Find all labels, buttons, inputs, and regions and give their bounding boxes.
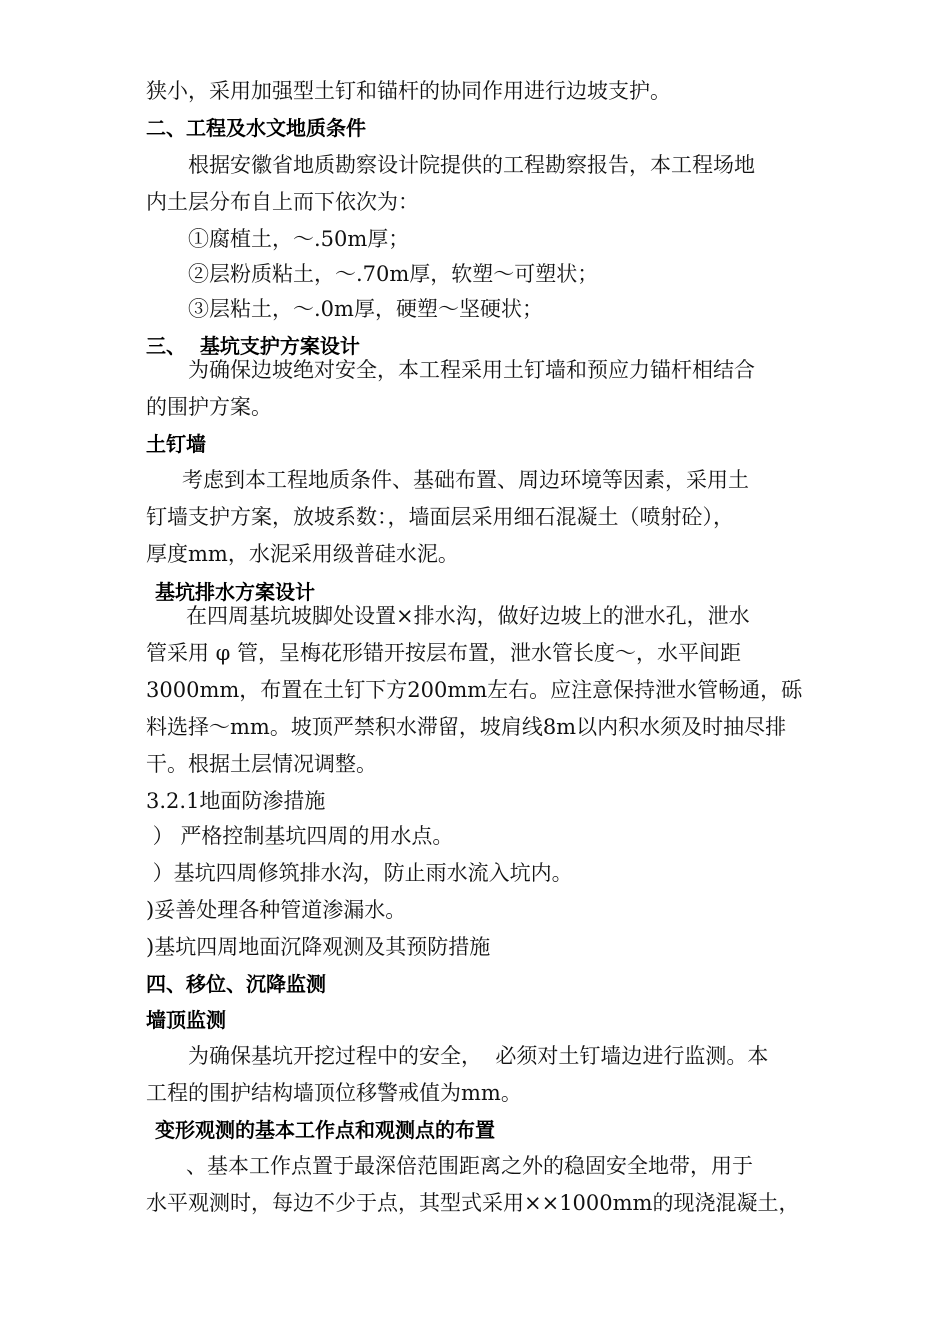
paragraph-line: 考虑到本工程地质条件、基础布置、周边环境等因素，采用土 bbox=[182, 468, 749, 492]
list-item: )基坑四周地面沉降观测及其预防措施 bbox=[146, 935, 491, 959]
paragraph-line: 为确保基坑开挖过程中的安全， 必须对土钉墙边进行监测。本 bbox=[188, 1044, 769, 1068]
subsection-heading: 墙顶监测 bbox=[146, 1008, 226, 1032]
section-heading: 四、移位、沉降监测 bbox=[146, 972, 326, 996]
paragraph-line: 3000mm，布置在土钉下方200mm左右。应注意保持泄水管畅通，砾 bbox=[146, 678, 803, 702]
paragraph-line: 狭小，采用加强型土钉和锚杆的协同作用进行边坡支护。 bbox=[146, 79, 671, 103]
subsection-heading: 变形观测的基本工作点和观测点的布置 bbox=[155, 1118, 495, 1142]
section-heading: 二、工程及水文地质条件 bbox=[146, 116, 366, 140]
subsection-heading: 3.2.1地面防渗措施 bbox=[146, 789, 326, 813]
paragraph-line: 干。根据土层情况调整。 bbox=[146, 752, 377, 776]
list-item: ①腐植土，～.50m厚； bbox=[188, 227, 410, 251]
paragraph-line: 钉墙支护方案，放坡系数：，墙面层采用细石混凝土（喷射砼）， bbox=[146, 505, 734, 529]
paragraph-line: 工程的围护结构墙顶位移警戒值为mm。 bbox=[146, 1081, 522, 1105]
section-heading: 三、 基坑支护方案设计 bbox=[146, 334, 360, 358]
list-item: )妥善处理各种管道渗漏水。 bbox=[146, 898, 407, 922]
paragraph-line: 料选择～mm。坡顶严禁积水滞留，坡肩线8m以内积水须及时抽尽排 bbox=[146, 715, 787, 739]
paragraph-line: 在四周基坑坡脚处设置×排水沟，做好边坡上的泄水孔，泄水 bbox=[186, 604, 750, 628]
paragraph-line: 根据安徽省地质勘察设计院提供的工程勘察报告，本工程场地 bbox=[188, 153, 755, 177]
list-item: ）基坑四周修筑排水沟，防止雨水流入坑内。 bbox=[146, 861, 573, 885]
subsection-heading: 土钉墙 bbox=[146, 432, 206, 456]
list-item: ③层粘土，～.0m厚，硬塑～坚硬状； bbox=[188, 297, 543, 321]
paragraph-line: 水平观测时，每边不少于点，其型式采用××1000mm的现浇混凝土， bbox=[146, 1191, 800, 1215]
paragraph-line: 厚度mm，水泥采用级普硅水泥。 bbox=[146, 542, 459, 566]
paragraph-line: 内土层分布自上而下依次为： bbox=[146, 190, 419, 214]
list-item: ） 严格控制基坑四周的用水点。 bbox=[146, 824, 454, 848]
paragraph-line: 为确保边坡绝对安全，本工程采用土钉墙和预应力锚杆相结合 bbox=[188, 358, 755, 382]
paragraph-line: 、基本工作点置于最深倍范围距离之外的稳固安全地带，用于 bbox=[186, 1154, 753, 1178]
paragraph-line: 管采用 φ 管，呈梅花形错开按层布置，泄水管长度～，水平间距 bbox=[146, 641, 742, 665]
subsection-heading: 基坑排水方案设计 bbox=[155, 580, 315, 604]
list-item: ②层粉质粘土，～.70m厚，软塑～可塑状； bbox=[188, 262, 599, 286]
paragraph-line: 的围护方案。 bbox=[146, 395, 272, 419]
